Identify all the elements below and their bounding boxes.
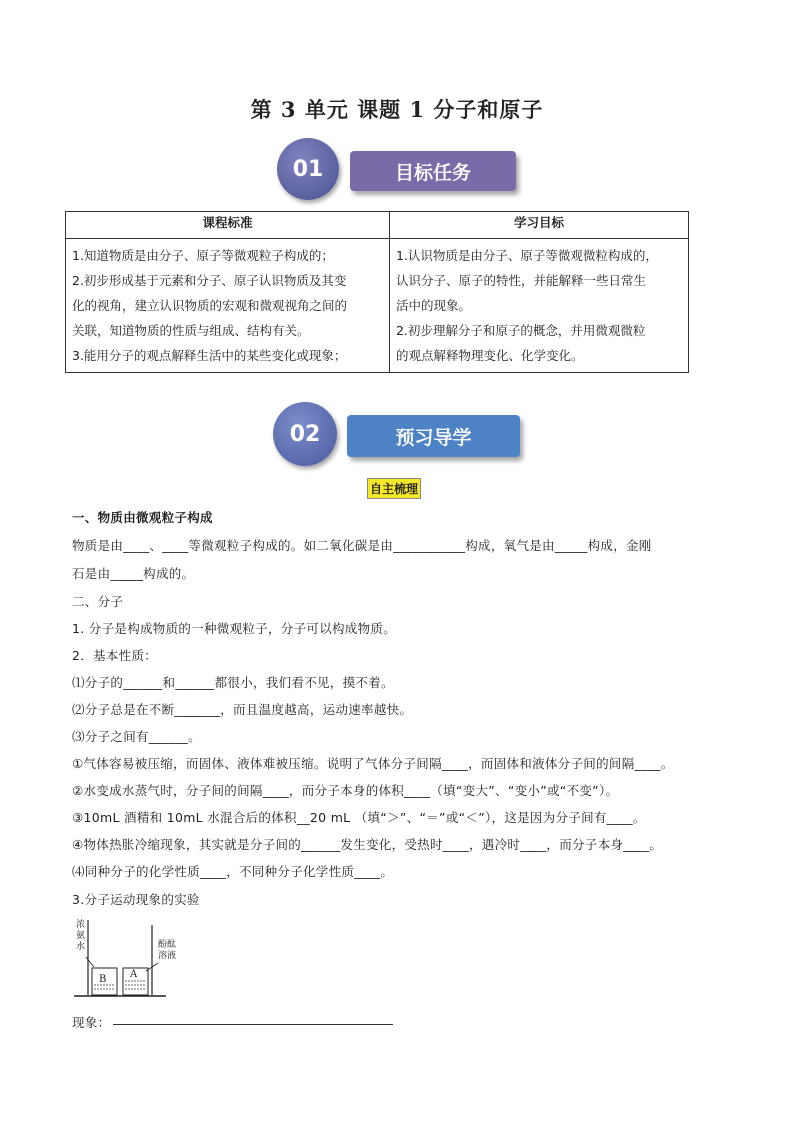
- fill-line: ③10mL 酒精和 10mL 水混合后的体积__20 mL （填“＞”、“＝”或“＜”），这是因为分子间有____。: [72, 810, 646, 825]
- curriculum-table: [65, 211, 689, 373]
- fill-line: ⑶分子之间有______。: [72, 729, 201, 744]
- section-number-badge: 02: [273, 402, 337, 466]
- fill-line: ②水变成水蒸气时，分子间的间隔____，而分子本身的体积____（填“变大”、“变小”或“不变”）。: [72, 783, 619, 798]
- heading-molecule: 二、分子: [72, 594, 124, 609]
- table-cell-goals: 1.认识物质是由分子、原子等微观微粒构成的， 认识分子、原子的特性，并能解释一些日常生 活中的现象。 2.初步理解分子和原子的概念，并用微观微粒 的观点解释物理变化、化学变化。: [389, 239, 688, 373]
- table-cell-standards: 1.知道物质是由分子、原子等微观粒子构成的； 2.初步形成基于元素和分子、原子认识物质及其变 化的视角，建立认识物质的宏观和微观视角之间的 关联，知道物质的性质与组成、结构有关。 3.能用分子的观点解释生活中的某些变化或现象；: [66, 239, 390, 373]
- observation-answer-field[interactable]: [113, 1024, 393, 1025]
- beaker-b-label: B: [99, 974, 107, 985]
- fill-line-2: 石是由_____构成的。: [72, 566, 195, 581]
- section-banner-bar: [350, 151, 516, 191]
- section-number-badge: 01: [277, 138, 339, 200]
- table-header-goals: 学习目标: [389, 212, 688, 239]
- ammonia-label: 浓 氨 水: [76, 920, 86, 952]
- fill-line: ④物体热胀冷缩现象，其实就是分子间的______发生变化，受热时____，遇冷时____，而分子本身____。: [72, 837, 663, 852]
- beaker-a-label: A: [130, 969, 138, 980]
- observation-label: 现象：: [72, 1015, 111, 1030]
- text-line: 2．基本性质：: [72, 648, 158, 663]
- fill-line: ⑵分子总是在不断_______，而且温度越高，运动速率越快。: [72, 702, 413, 717]
- fill-line: ⑴分子的______和______都很小，我们看不见，摸不着。: [72, 675, 394, 690]
- self-study-tag: 自主梳理: [367, 478, 421, 499]
- section-banner-label: 预习导学: [395, 426, 472, 449]
- phenolphthalein-label: 酚酞 溶液: [158, 940, 177, 961]
- observation-line: [72, 1013, 110, 1031]
- text-line: 3.分子运动现象的实验: [72, 892, 200, 907]
- heading-particles: 一、物质由微观粒子构成: [72, 510, 213, 525]
- text-line: 1. 分子是构成物质的一种微观粒子，分子可以构成物质。: [72, 621, 397, 636]
- fill-line-1: 物质是由____、____等微观粒子构成的。如二氧化碳是由___________构成，氧气是由_____构成，金刚: [72, 538, 652, 553]
- table-header-standards: 课程标准: [66, 212, 390, 239]
- beaker-diagram: [70, 915, 170, 1000]
- fill-line: ①气体容易被压缩，而固体、液体难被压缩。说明了气体分子间隔____，而固体和液体分子间的间隔____。: [72, 756, 674, 771]
- section-banner-bar: [347, 415, 520, 457]
- fill-line: ⑷同种分子的化学性质____，不同种分子化学性质____。: [72, 864, 394, 879]
- page-title: 第 3 单元 课题 1 分子和原子: [250, 97, 544, 122]
- section-banner-label: 目标任务: [394, 161, 471, 184]
